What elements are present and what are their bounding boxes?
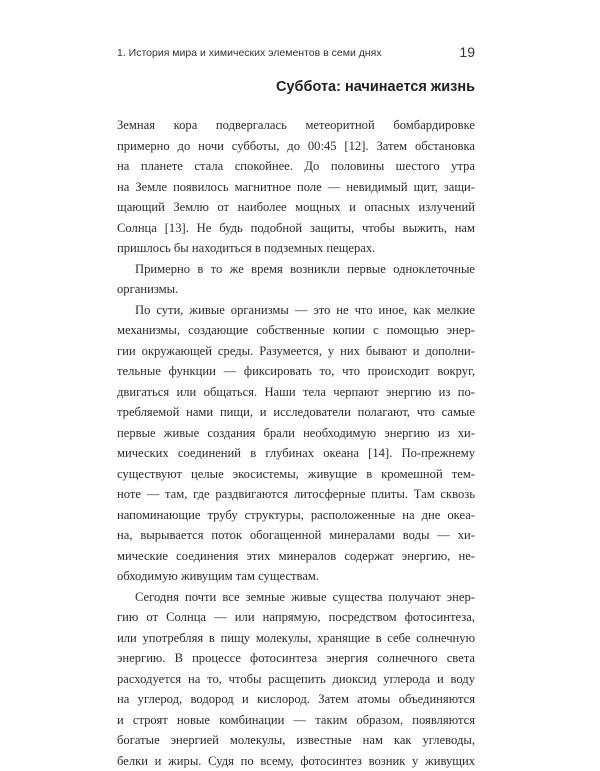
- paragraph: [117, 259, 475, 300]
- text-line: организмы.: [117, 279, 475, 300]
- text-line: гию от Солнца — или напрямую, посредством фотосинтеза,: [117, 607, 475, 628]
- paragraph: [117, 587, 475, 771]
- text-line: Примерно в то же время возникли первые одноклеточные: [117, 259, 475, 280]
- body-text: [117, 115, 475, 771]
- text-line: Земная кора подвергалась метеоритной бомбардировке: [117, 115, 475, 136]
- text-line: примерно до ночи субботы, до 00:45 [12]. Затем обстановка: [117, 136, 475, 157]
- text-line: гии окружающей среды. Разумеется, у них бывают и дополни-: [117, 341, 475, 362]
- text-line: обходимую живущим там существам.: [117, 566, 475, 587]
- text-line: пришлось бы находиться в подземных пещерах.: [117, 238, 475, 259]
- text-line: на планете стала спокойнее. До половины шестого утра: [117, 156, 475, 177]
- text-line: напоминающие трубу структуры, расположенные на дне океа-: [117, 505, 475, 526]
- text-line: энергию. В процессе фотосинтеза энергия солнечного света: [117, 648, 475, 669]
- paragraph: [117, 300, 475, 587]
- text-line: По сути, живые организмы — это не что иное, как мелкие: [117, 300, 475, 321]
- text-line: существуют целые экосистемы, живущие в кромешной тем-: [117, 464, 475, 485]
- text-line: Солнца [13]. Не будь подобной защиты, чтобы выжить, нам: [117, 218, 475, 239]
- text-line: на, вырывается поток обогащенной минералами воды — хи-: [117, 525, 475, 546]
- text-line: или употребляя в пищу молекулы, хранящие в себе солнечную: [117, 628, 475, 649]
- text-line: требляемой нами пищи, и исследователи полагают, что самые: [117, 402, 475, 423]
- text-line: на углерод, водород и кислород. Затем атомы объединяются: [117, 689, 475, 710]
- text-line: мических соединений в глубинах океана [14]. По-прежнему: [117, 443, 475, 464]
- section-title: Суббота: начинается жизнь: [117, 79, 475, 95]
- text-line: первые живые создания брали необходимую энергию из хи-: [117, 423, 475, 444]
- text-line: двигаться или общаться. Наши тела черпают энергию из по-: [117, 382, 475, 403]
- text-line: богатые энергией молекулы, известные нам как углеводы,: [117, 730, 475, 751]
- text-line: белки и жиры. Судя по всему, фотосинтез возник у живущих: [117, 751, 475, 771]
- text-line: и строят новые комбинации — таким образом, появляются: [117, 710, 475, 731]
- chapter-running-title: 1. История мира и химических элементов в семи днях: [117, 47, 382, 59]
- text-line: мические соединения этих минералов содержат энергию, не-: [117, 546, 475, 567]
- running-head: [117, 44, 475, 64]
- paragraph: [117, 115, 475, 259]
- text-line: на Земле появилось магнитное поле — невидимый щит, защи-: [117, 177, 475, 198]
- text-line: механизмы, создающие собственные копии с помощью энер-: [117, 320, 475, 341]
- page-number: 19: [459, 44, 475, 60]
- text-line: расходуется на то, чтобы расщепить диоксид углерода и воду: [117, 669, 475, 690]
- text-line: ноте — там, где раздвигаются литосферные плиты. Там сквозь: [117, 484, 475, 505]
- text-line: щающий Землю от наиболее мощных и опасных излучений: [117, 197, 475, 218]
- text-line: тельные функции — фиксировать то, что происходит вокруг,: [117, 361, 475, 382]
- text-line: Сегодня почти все земные живые существа получают энер-: [117, 587, 475, 608]
